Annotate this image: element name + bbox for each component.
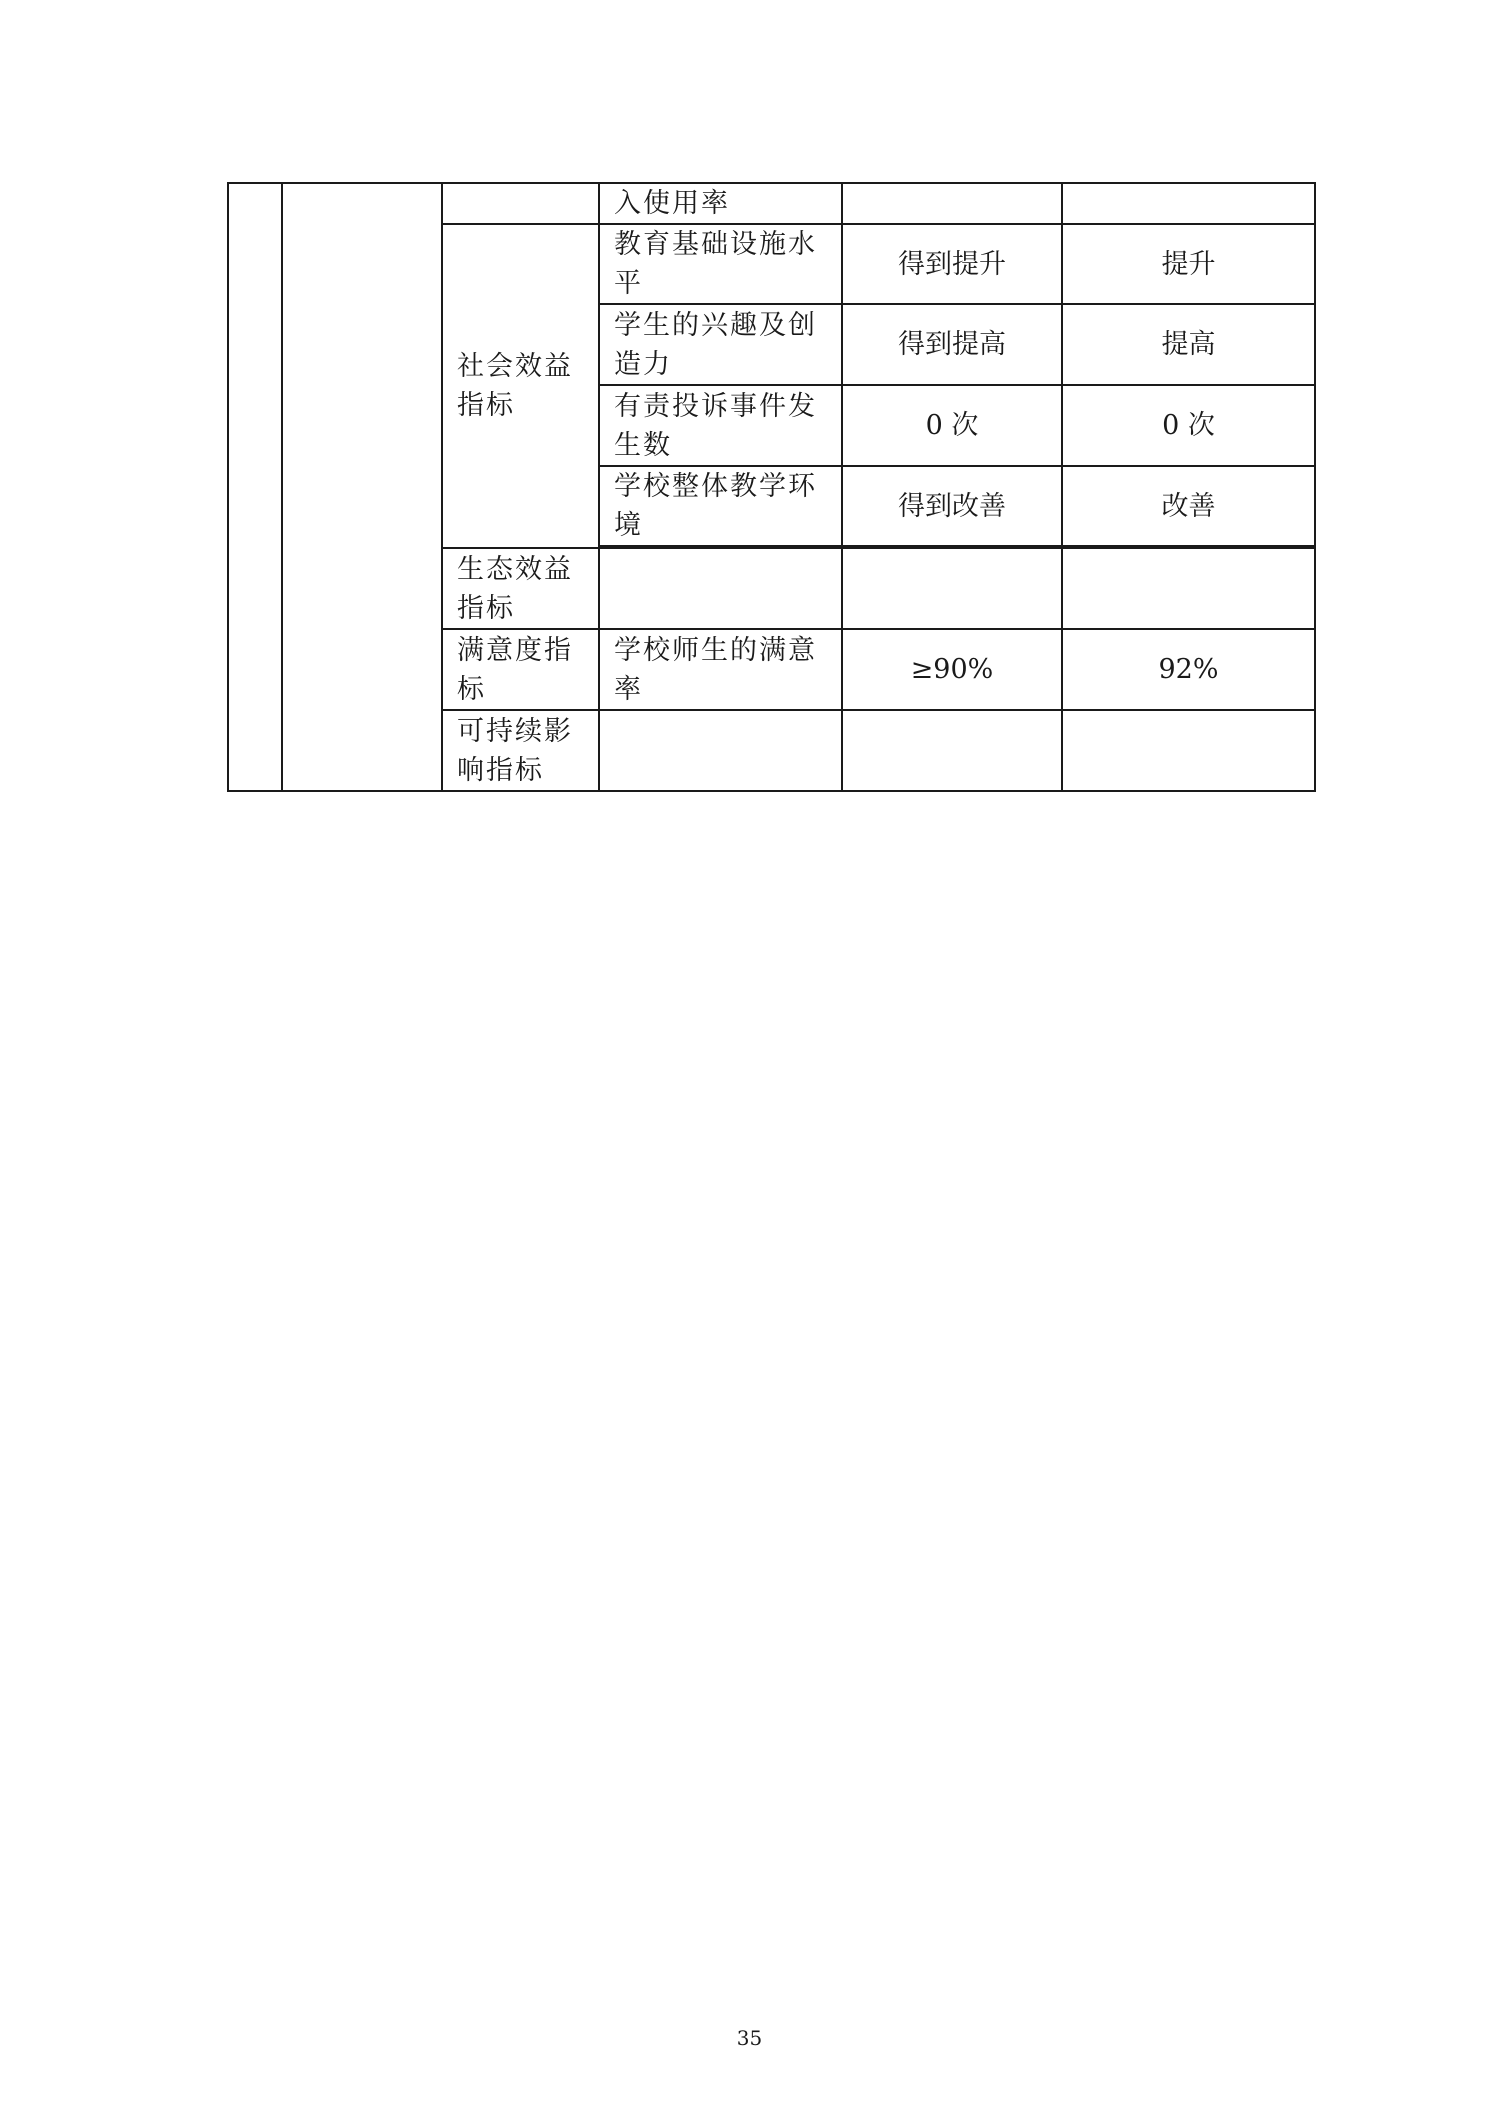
target-value-cell: 得到提升: [842, 224, 1062, 304]
category-cell: 满意度指标: [442, 629, 599, 710]
actual-value-cell: 提升: [1062, 224, 1315, 304]
indicator-cell: 学校师生的满意率: [599, 629, 842, 710]
actual-value-cell: [1062, 710, 1315, 791]
target-value-cell: 0 次: [842, 385, 1062, 466]
indicator-cell: 学生的兴趣及创造力: [599, 304, 842, 385]
actual-value-cell: [1062, 548, 1315, 629]
actual-value-cell: 92%: [1062, 629, 1315, 710]
category-cell: 社会效益指标: [442, 224, 599, 548]
target-value-cell: 得到提高: [842, 304, 1062, 385]
indicator-cell: [599, 548, 842, 629]
target-value-cell: [842, 183, 1062, 224]
actual-value-cell: 0 次: [1062, 385, 1315, 466]
level1-column-cell: [228, 183, 282, 791]
indicator-cell: [599, 710, 842, 791]
actual-value-cell: [1062, 183, 1315, 224]
indicator-cell: 学校整体教学环境: [599, 466, 842, 546]
indicator-cell: 教育基础设施水平: [599, 224, 842, 304]
indicator-cell: 有责投诉事件发生数: [599, 385, 842, 466]
indicator-cell: 入使用率: [599, 183, 842, 224]
table-row: [228, 183, 1315, 224]
category-cell: 生态效益指标: [442, 548, 599, 629]
level2-column-cell: [282, 183, 442, 791]
performance-indicator-table: [227, 182, 1316, 792]
target-value-cell: ≥90%: [842, 629, 1062, 710]
target-value-cell: 得到改善: [842, 466, 1062, 546]
actual-value-cell: 提高: [1062, 304, 1315, 385]
page-number: 35: [736, 2026, 763, 2050]
category-cell: 可持续影响指标: [442, 710, 599, 791]
actual-value-cell: 改善: [1062, 466, 1315, 546]
target-value-cell: [842, 548, 1062, 629]
target-value-cell: [842, 710, 1062, 791]
category-cell: [442, 183, 599, 224]
